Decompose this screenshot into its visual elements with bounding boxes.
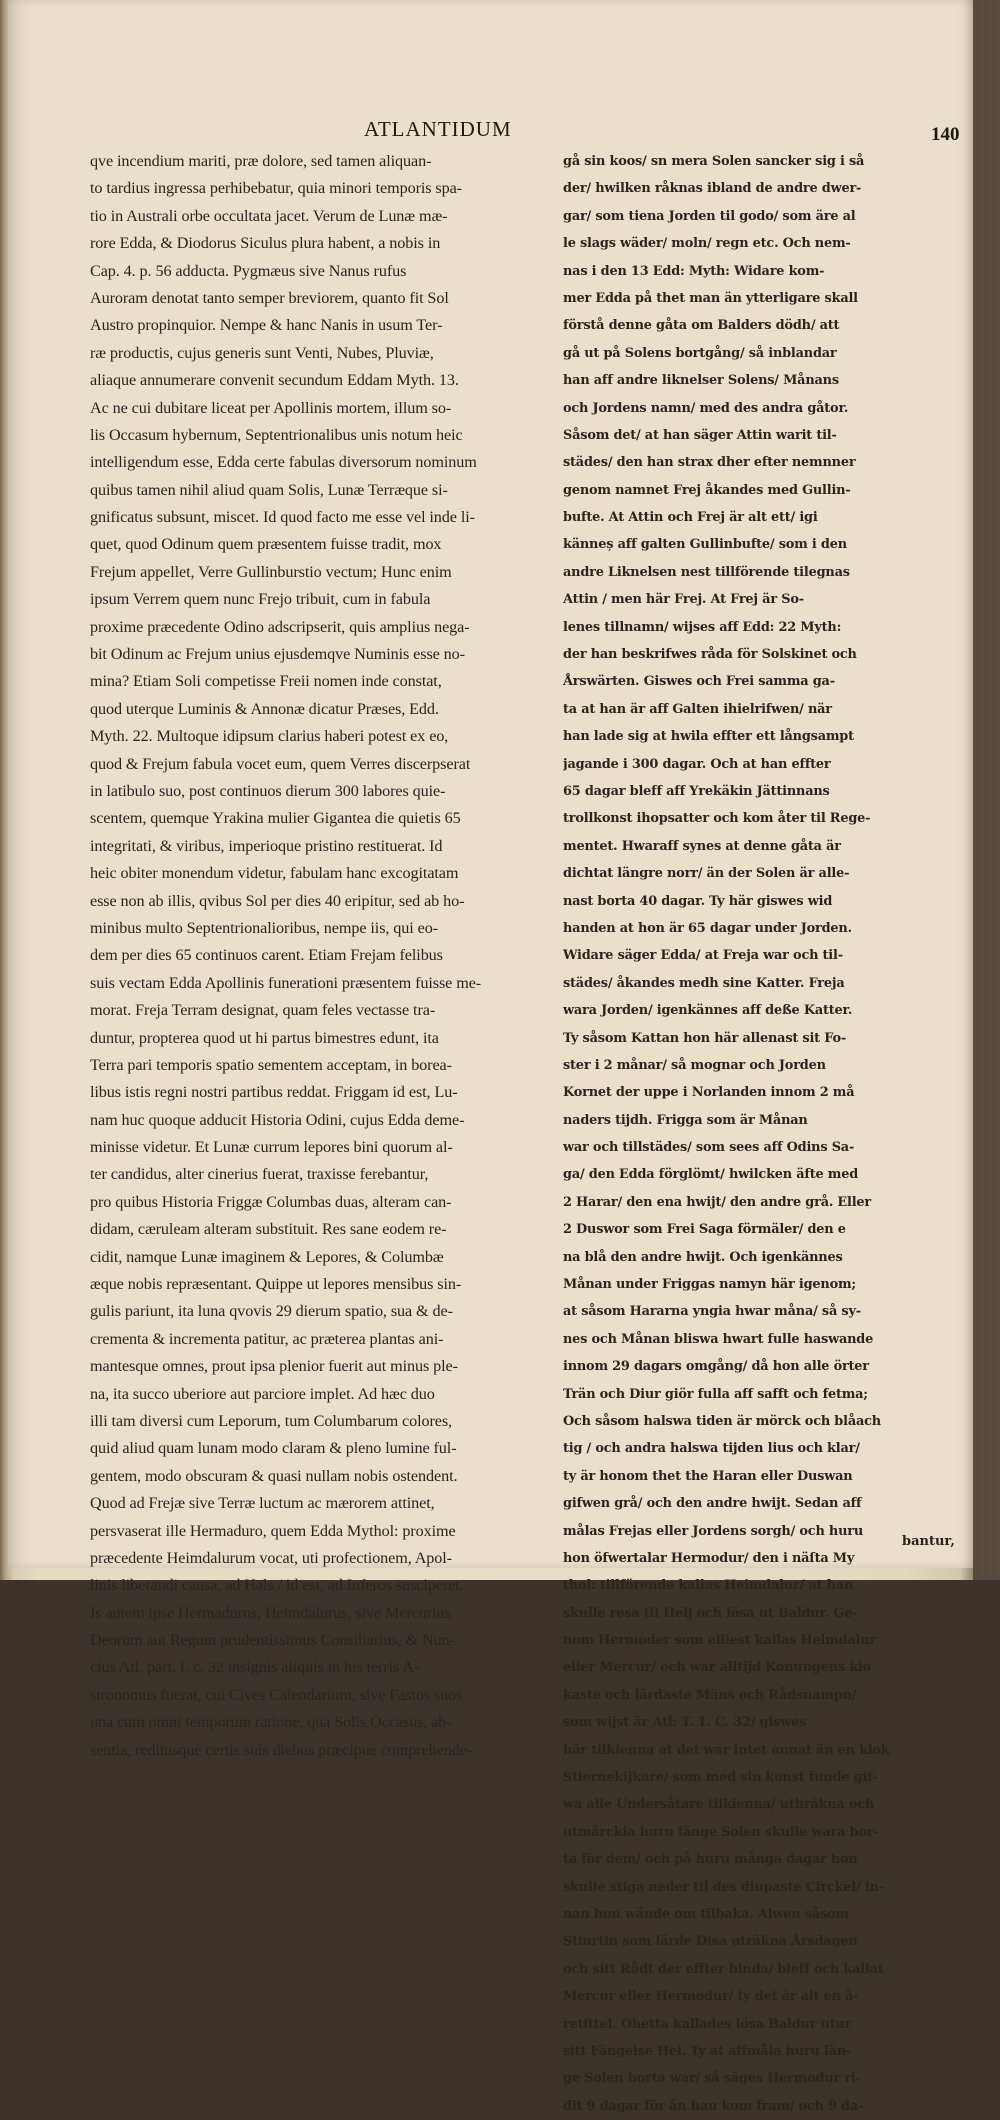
swedish-text-line: Widare säger Edda/ at Freja war och til- (563, 948, 843, 964)
swedish-text-line: skulle resa til Helj och lösa ut Baldur. Ge- (563, 1605, 858, 1621)
latin-text-line: to tardius ingressa perhibebatur, quia minori temporis spa- (90, 179, 462, 198)
latin-text-line: libus istis regni nostri partibus reddat. Friggam id est, Lu- (90, 1083, 458, 1102)
swedish-text-line: bufte. At Attin och Frej är alt ett/ igi (563, 510, 818, 526)
swedish-text-line: här tilkienna at det war intet annat än en klok (563, 1742, 890, 1758)
swedish-text-line: Årswärten. Giswes och Frei samma ga- (563, 674, 835, 690)
swedish-text-line: nom Hermoder som elliest kallas Heimdalur (563, 1633, 877, 1649)
swedish-text-line: Såsom det/ at han säger Attin warit til- (563, 427, 837, 443)
book-page (8, 0, 973, 2114)
swedish-text-line: war och tillstädes/ som sees aff Odins Sa- (563, 1140, 855, 1156)
swedish-text-line: wara Jorden/ igenkännes aff deße Katter. (563, 1003, 853, 1019)
latin-text-line: Auroram denotat tanto semper breviorem, quanto fit Sol (90, 288, 449, 307)
swedish-text-line: han lade sig at hwila effter ett långsampt (563, 729, 854, 745)
swedish-text-line: mer Edda på thet man än ytterligare skall (563, 290, 858, 306)
swedish-text-line: målas Frejas eller Jordens sorgh/ och huru (563, 1523, 864, 1539)
swedish-text-line: innom 29 dagars omgång/ då hon alle örter (563, 1359, 869, 1375)
swedish-text-line: eller Mercur/ och war alltijd Konungens klo (563, 1660, 871, 1676)
latin-text-line: quod uterque Luminis & Annonæ dicatur Præses, Edd. (90, 699, 439, 718)
latin-text-line: tio in Australi orbe occultata jacet. Verum de Lunæ mæ- (90, 206, 448, 225)
running-head: ATLANTIDUM (364, 117, 512, 141)
latin-text-line: quibus tamen nihil aliud quam Solis, Lunæ Terræque si- (90, 480, 448, 499)
swedish-text-line: gifwen grå/ och den andre hwijt. Sedan aff (563, 1496, 862, 1512)
swedish-text-line: handen at hon är 65 dagar under Jorden. (563, 920, 852, 936)
swedish-text-line: och Jordens namn/ med des andra gåtor. (563, 400, 849, 416)
swedish-text-line: utmärckia huru länge Solen skulle wara bor- (563, 1824, 879, 1840)
latin-text-line: quid aliud quam lunam modo claram & pleno lumine ful- (90, 1439, 457, 1458)
swedish-text-line: 2 Harar/ den ena hwijt/ den andre grå. Eller (563, 1194, 872, 1210)
swedish-text-line: der han beskrifwes råda för Solskinet och (563, 647, 857, 663)
swedish-text-line: kaste och lärdaste Mäns och Rådsnampn/ (563, 1687, 857, 1703)
latin-text-line: Myth. 22. Multoque idipsum clarius haberi potest ex eo, (90, 727, 449, 746)
swedish-text-line: Stiurtin som lärde Disa uträkna Årsdagen (563, 1934, 858, 1950)
swedish-text-line: jagande i 300 dagar. Och at han effter (563, 756, 831, 772)
swedish-text-line: Ty såsom Kattan hon här allenast sit Fo- (563, 1030, 847, 1046)
swedish-column (563, 148, 963, 2120)
swedish-text-line: ge Solen borta war/ så säges Hermodur ri- (563, 2071, 861, 2087)
swedish-text-line: känneș aff galten Gullinbufte/ som i den (563, 537, 847, 553)
latin-text-line: esse non ab illis, qvibus Sol per dies 40 eripitur, sed ab ho- (90, 891, 465, 910)
swedish-text-line: ta at han är aff Galten ihielrifwen/ när (563, 701, 832, 717)
latin-text-line: integritati, & viribus, imperioque pristino restituerat. Id (90, 836, 443, 855)
latin-text-line: persvaserat ille Hermaduro, quem Edda Mythol: proxime (90, 1521, 456, 1540)
swedish-text-line: städes/ den han strax dher efter nemnner (563, 455, 856, 471)
latin-text-line: cius Atl. part. I. c. 32 insignis aliquis in his terris A- (90, 1658, 420, 1677)
swedish-text-line: han aff andre liknelser Solens/ Månans (563, 373, 839, 389)
latin-text-line: gnificatus subsunt, miscet. Id quod facto me esse vel inde li- (90, 508, 475, 527)
latin-text-line: suis vectam Edda Apollinis funerationi præsentem fuisse me- (90, 973, 482, 992)
latin-text-line: mantesque omnes, prout ipsa plenior fuerit aut minus ple- (90, 1357, 458, 1376)
latin-text-line: Austro propinquior. Nempe & hanc Nanis in usum Ter- (90, 316, 443, 335)
swedish-text-line: Trän och Diur giör fulla aff safft och fetma; (563, 1386, 868, 1402)
latin-text-line: scentem, quemque Yrakina mulier Gigantea die quietis 65 (90, 809, 461, 828)
latin-text-line: minibus multo Septentrionalioribus, nempe iis, qui eo- (90, 918, 438, 937)
swedish-text-line: som wijst är Atl: T. 1. C. 32/ giswes (563, 1715, 807, 1731)
latin-text-line: lis Occasum hybernum, Septentrionalibus unis notum heic (90, 425, 463, 444)
swedish-text-line: naders tijdh. Frigga som är Månan (563, 1112, 808, 1128)
swedish-text-line: tig / och andra halswa tijden lius och klar/ (563, 1441, 860, 1457)
latin-text-line: Deorum aut Regum prudentissimus Consiliarius, & Nun- (90, 1631, 455, 1650)
swedish-text-line: gå ut på Solens bortgång/ så inblandar (563, 345, 837, 361)
latin-text-line: Cap. 4. p. 56 adducta. Pygmæus sive Nanus rufus (90, 261, 407, 280)
latin-text-line: præcedente Heimdalurum vocat, uti profectionem, Apol- (90, 1548, 452, 1567)
swedish-text-line: nes och Månan bliswa hwart fulle haswande (563, 1331, 874, 1347)
latin-text-line: in latibulo suo, post continuos dierum 300 labores quie- (90, 781, 446, 800)
swedish-text-line: och sitt Rådt der effter binda/ bleff och kallat (563, 1961, 884, 1977)
swedish-text-line: gå sin koos/ sn mera Solen sancker sig i så (563, 154, 865, 169)
swedish-text-line: dichtat längre norr/ än der Solen är alle- (563, 866, 850, 882)
latin-text-line: ter candidus, alter cinerius fuerat, traxisse ferebantur, (90, 1165, 429, 1184)
latin-text-line: crementa & incrementa patitur, ac præterea plantas ani- (90, 1329, 444, 1348)
swedish-text-line: mentet. Hwaraff synes at denne gåta är (563, 838, 841, 854)
swedish-text-line: ster i 2 månar/ så mognar och Jorden (563, 1057, 826, 1073)
swedish-text-line: lenes tillnamn/ wijses aff Edd: 22 Myth: (563, 619, 842, 635)
latin-text-line: rore Edda, & Diodorus Siculus plura habent, a nobis in (90, 234, 441, 253)
latin-text-line: ræ productis, cujus generis sunt Venti, Nubes, Pluviæ, (90, 343, 434, 362)
swedish-text-line: 65 dagar bleff aff Yrekäkin Jättinnans (563, 783, 830, 799)
latin-text-line: illi tam diversi cum Leporum, tum Columbarum colores, (90, 1411, 453, 1430)
swedish-text-line: nan hon wände om tilbaka. Alwen såsom (563, 1907, 849, 1922)
swedish-text-line: der/ hwilken råknas ibland de andre dwer- (563, 181, 862, 197)
swedish-text-line: nas i den 13 Edd: Myth: Widare kom- (563, 263, 825, 279)
latin-text-line: gentem, modo obscuram & quasi nullam nobis ostendent. (90, 1466, 458, 1485)
page-number: 140 (931, 124, 960, 145)
swedish-text-line: Kornet der uppe i Norlanden innom 2 må (563, 1085, 855, 1101)
swedish-text-line: Stiernekijkare/ som med sin konst funde gif- (563, 1770, 878, 1786)
swedish-text-line: skulle stiga neder til des diupaste Circkel/ in- (563, 1879, 884, 1895)
swedish-text-line: 2 Duswor som Frei Saga förmäler/ den e (563, 1222, 846, 1238)
swedish-text-line: Månan under Friggas namyn här igenom; (563, 1277, 856, 1293)
swedish-text-line: ty är honom thet the Haran eller Duswan (563, 1468, 853, 1484)
latin-text-line: minisse videtur. Et Lunæ currum lepores bini quorum al- (90, 1138, 453, 1157)
latin-text-line: ipsum Verrem quem nunc Frejo tribuit, cum in fabula (90, 590, 431, 609)
latin-text-line: proxime præcedente Odino adscripserit, quis amplius nega- (90, 617, 470, 636)
latin-text-line: Is autem ipse Hermadurus, Heimdalurus, sive Mercurius (90, 1603, 451, 1622)
latin-text-line: duntur, propterea quod ut hi partus bimestres edunt, ita (90, 1028, 439, 1047)
page-edges (973, 0, 1000, 1580)
latin-text-line: una cum omni temporum ratione, qua Solis Occasus, ab- (90, 1713, 452, 1732)
latin-text-line: heic obiter monendum videtur, fabulam hanc excogitatam (90, 864, 459, 883)
latin-text-line: æque nobis repræsentant. Quippe ut lepores mensibus sin- (90, 1275, 462, 1294)
swedish-text-line: sitt Fängelse Hel. Ty at affmåla huru län- (563, 2043, 852, 2059)
swedish-text-line: thol: tillförende kallas Heimdalur/ at han (563, 1578, 854, 1594)
swedish-text-line: hon öfwertalar Hermodur/ den i näſta My (563, 1550, 855, 1566)
latin-text-line: gulis pariunt, ita luna qvovis 29 dierum spatio, sua & de- (90, 1302, 453, 1321)
latin-text-line: qve incendium mariti, præ dolore, sed tamen aliquan- (90, 152, 432, 170)
swedish-text-line: trollkonst ihopsatter och kom åter til Rege- (563, 811, 871, 827)
latin-text-line: pro quibus Historia Friggæ Columbas duas, alteram can- (90, 1192, 452, 1211)
latin-text-line: nam huc quoque adducit Historia Odini, cujus Edda deme- (90, 1110, 465, 1129)
swedish-text-line: dit 9 dagar för än hau kom fram/ och 9 da- (563, 2098, 864, 2114)
latin-text-line: morat. Freja Terram designat, quam feles vectasse tra- (90, 1001, 436, 1020)
swedish-text-line: retittel. Ohetta kallades lösa Baldur utur (563, 2016, 852, 2032)
swedish-text-line: Attin / men här Frej. At Frej är So- (563, 592, 804, 608)
latin-text-line: stronomus fuerat, cui Cives Calendarium, sive Fastos suos (90, 1685, 463, 1704)
latin-text-line: linis liberandi causa, ad Häls / id est, ad Inferos susciperet. (90, 1576, 464, 1595)
latin-text-line: bit Odinum ac Frejum unius ejusdemqve Numinis esse no- (90, 645, 465, 664)
latin-text-line: intelligendum esse, Edda certe fabulas diversorum nominum (90, 453, 477, 472)
latin-text-line: Terra pari temporis spatio sementem acceptam, in borea- (90, 1055, 452, 1074)
latin-text-line: mina? Etiam Soli competisse Freii nomen inde constat, (90, 672, 442, 691)
latin-text-line: dem per dies 65 continuos carent. Etiam Frejam felibus (90, 946, 443, 965)
swedish-text-line: na blå den andre hwijt. Och igenkännes (563, 1249, 843, 1265)
swedish-text-line: wa alle Undersåtare tilkienna/ uthräkna och (563, 1797, 875, 1813)
swedish-text-line: le slags wäder/ moln/ regn etc. Och nem- (563, 236, 851, 252)
latin-text-line: didam, cæruleam alteram substituit. Res sane eodem re- (90, 1220, 447, 1239)
latin-text-line: Frejum appellet, Verre Gullinburstio vectum; Hunc enim (90, 562, 452, 581)
latin-text-line: sentia, reditusque certis suis diebus præcipue comprehende- (90, 1740, 473, 1759)
latin-text-line: aliaque annumerare convenit secundum Eddam Myth. 13. (90, 371, 459, 390)
swedish-text-line: andre Liknelsen nest tillförende tilegnas (563, 564, 850, 580)
swedish-text-line: ga/ den Edda förglömt/ hwilcken äfte med (563, 1167, 859, 1183)
catchword: bantur, (902, 1534, 955, 1549)
swedish-text-line: at såsom Hararna yngia hwar måna/ så sy- (563, 1304, 861, 1320)
swedish-text-line: Och såsom halswa tiden är mörck och blåach (563, 1413, 881, 1429)
swedish-text-line: nast borta 40 dagar. Ty här giswes wid (563, 893, 833, 909)
swedish-text-line: ta för dem/ och på huru många dagar hon (563, 1852, 858, 1868)
latin-text-line: na, ita succo uberiore aut parciore implet. Ad hæc duo (90, 1384, 435, 1403)
latin-text-line: Quod ad Frejæ sive Terræ luctum ac mærorem attinet, (90, 1494, 435, 1513)
swedish-text-line: genom namnet Frej åkandes med Gullin- (563, 482, 851, 498)
latin-text-line: Ac ne cui dubitare liceat per Apollinis mortem, illum so- (90, 398, 452, 417)
latin-text-line: quod & Frejum fabula vocet eum, quem Verres discerpserat (90, 754, 471, 773)
swedish-text-line: förstå denne gåta om Balders dödh/ att (563, 318, 840, 334)
latin-text-line: cidit, namque Lunæ imaginem & Lepores, & Columbæ (90, 1247, 444, 1266)
swedish-text-line: Mercur eller Hermodur/ ty det är alt en å- (563, 1989, 859, 2005)
latin-text-line: quet, quod Odinum quem præsentem fuisse tradit, mox (90, 535, 442, 554)
swedish-text-line: gar/ som tiena Jorden til godo/ som äre al (563, 208, 856, 224)
latin-column (90, 148, 545, 1764)
swedish-text-line: städes/ åkandes medh sine Katter. Freja (563, 975, 845, 991)
